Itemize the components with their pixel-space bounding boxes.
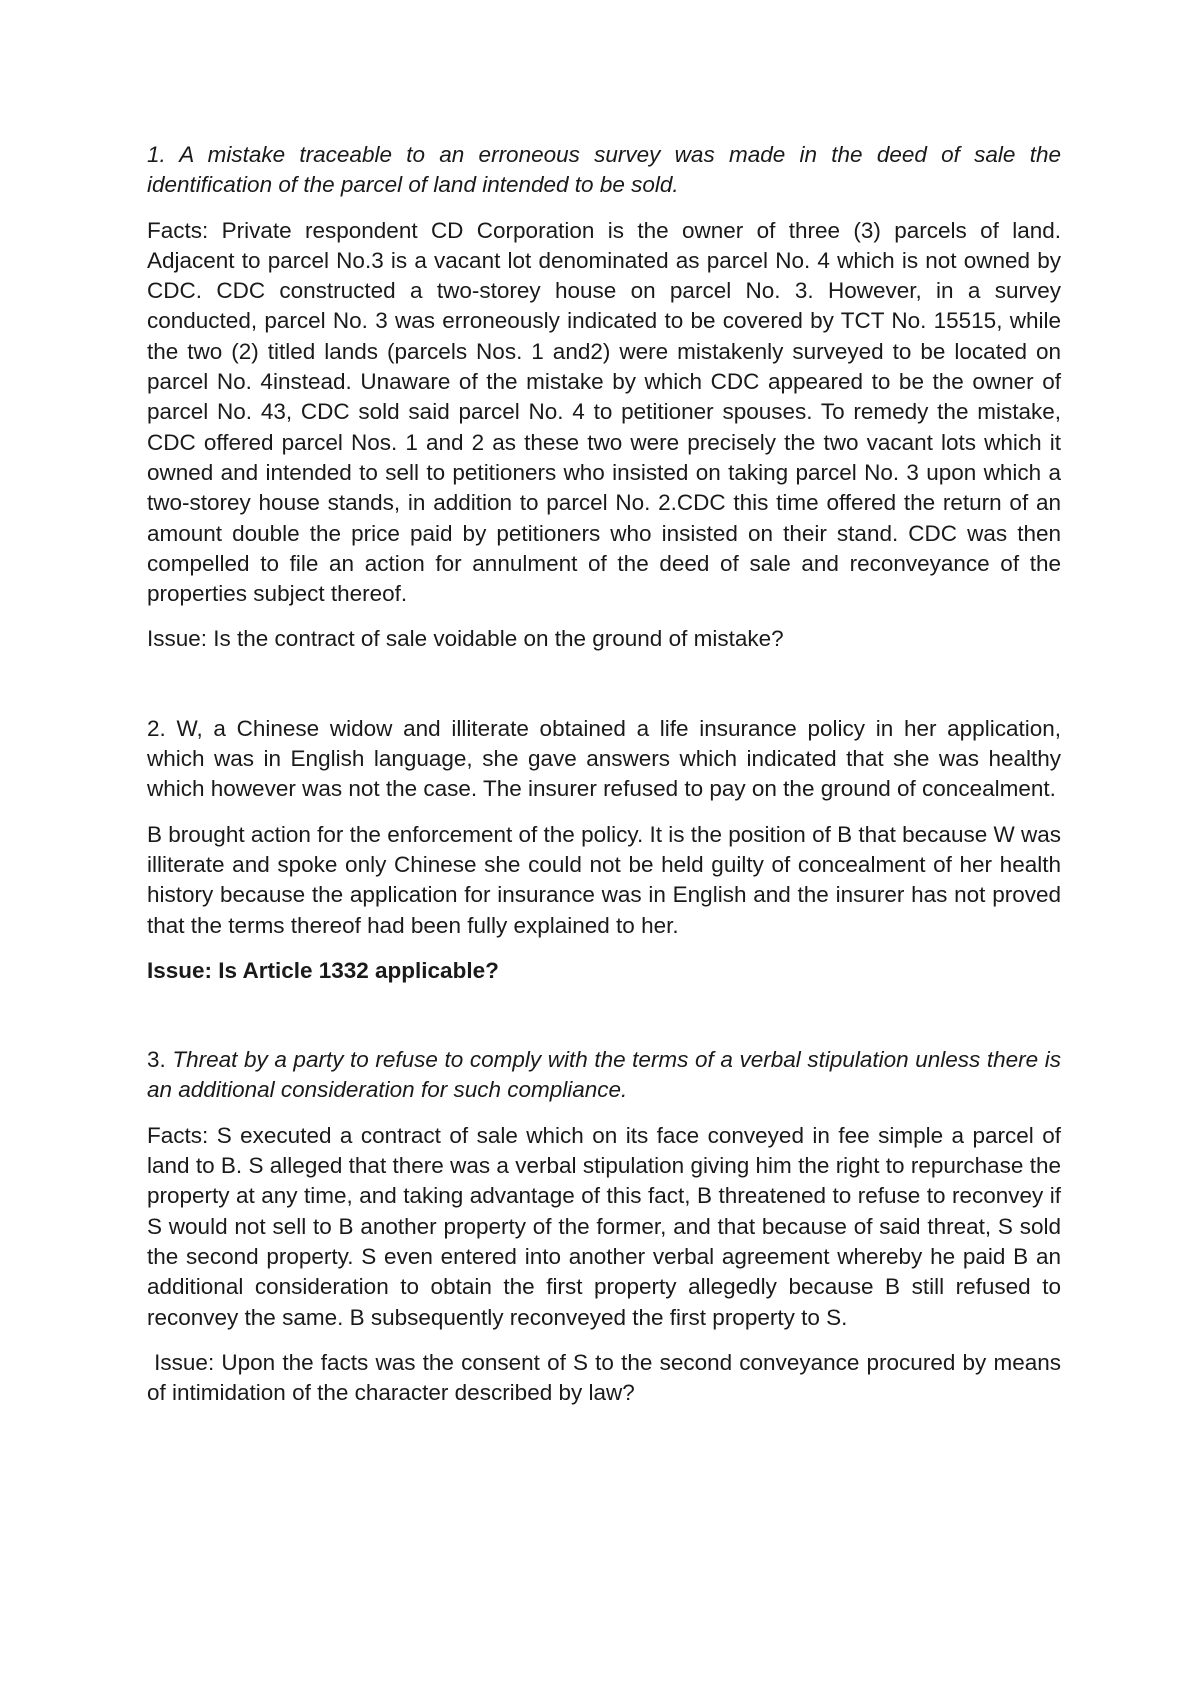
- case-3-heading: Threat by a party to refuse to comply with the terms of a verbal stipulation unless there is an additional consideration for such compliance.: [147, 1047, 1061, 1103]
- case-3-issue: Issue: Upon the facts was the consent of S to the second conveyance procured by means of intimidation of the character described by law?: [147, 1349, 1068, 1406]
- case-2: [147, 714, 1061, 986]
- case-3-heading-paragraph: [147, 1045, 1061, 1106]
- case-1-facts: Facts: Private respondent CD Corporation is the owner of three (3) parcels of land. Adjacent to parcel No.3 is a vacant lot denominated as parcel No. 4 which is not owned by CDC. CDC constructed a two-storey house on parcel No. 3. However, in a survey conducted, parcel No. 3 was erroneously indicated to be covered by TCT No. 15515, while the two (2) titled lands (parcels Nos. 1 and2) were mistakenly surveyed to be located on parcel No. 4instead. Unaware of the mistake by which CDC appeared to be the owner of parcel No. 43, CDC sold said parcel No. 4 to petitioner spouses. To remedy the mistake, CDC offered parcel Nos. 1 and 2 as these two were precisely the two vacant lots which it owned and intended to sell to petitioners who insisted on taking parcel No. 3 upon which a two-storey house stands, in addition to parcel No. 2.CDC this time offered the return of an amount double the price paid by petitioners who insisted on their stand. CDC was then compelled to file an action for annulment of the deed of sale and reconveyance of the properties subject thereof.: [147, 217, 1061, 607]
- document-page: [147, 140, 1068, 1408]
- case-2-issue: Issue: Is Article 1332 applicable?: [147, 957, 499, 983]
- case-3-facts: Facts: S executed a contract of sale which on its face conveyed in fee simple a parcel of land to B. S alleged that there was a verbal stipulation giving him the right to repurchase the property at any time, and taking advantage of this fact, B threatened to refuse to reconvey if S would not sell to B another property of the former, and that because of said threat, S sold the second property. S even entered into another verbal agreement whereby he paid B an additional consideration to obtain the first property allegedly because B still refused to reconvey the same. B subsequently reconveyed the first property to S.: [147, 1122, 1061, 1330]
- case-1-issue: Issue: Is the contract of sale voidable on the ground of mistake?: [147, 626, 784, 652]
- case-2-facts-paragraph-2: B brought action for the enforcement of the policy. It is the position of B that because W was illiterate and spoke only Chinese she could not be held guilty of concealment of her health history because the application for insurance was in English and the insurer has not proved that the terms thereof had been fully explained to her.: [147, 821, 1061, 938]
- case-2-facts-paragraph-1: 2. W, a Chinese widow and illiterate obtained a life insurance policy in her application, which was in English language, she gave answers which indicated that she was healthy which however was not the case. The insurer refused to pay on the ground of concealment.: [147, 715, 1061, 802]
- case-1-heading: 1. A mistake traceable to an erroneous survey was made in the deed of sale the identification of the parcel of land intended to be sold.: [147, 142, 1061, 198]
- case-1: [147, 140, 1061, 655]
- case-3-number: 3.: [147, 1047, 173, 1073]
- case-3: [147, 1045, 1068, 1408]
